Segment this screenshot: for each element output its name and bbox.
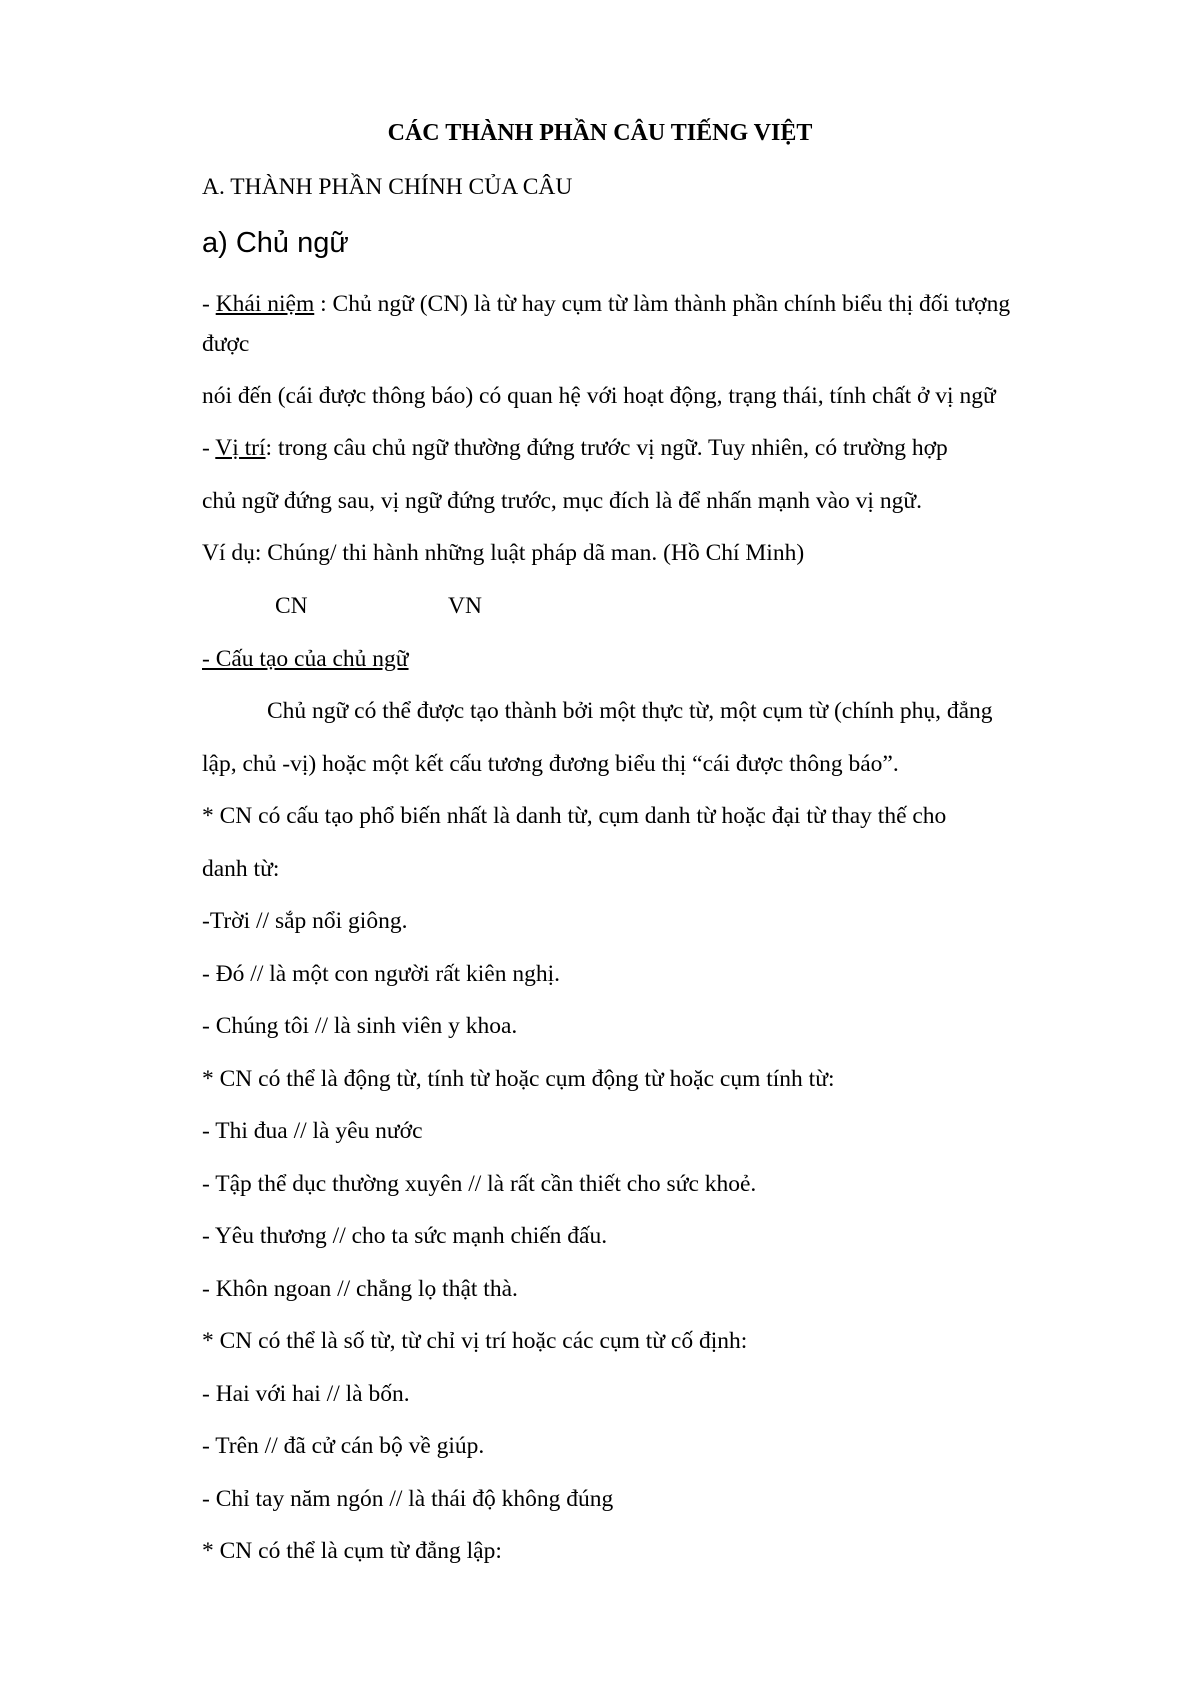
group1-header-line-1: * CN có cấu tạo phổ biến nhất là danh từ, cụm danh từ hoặc đại từ thay thế cho <box>202 803 947 829</box>
concept-line-2: được <box>202 331 250 357</box>
group2-header: * CN có thể là động từ, tính từ hoặc cụm động từ hoặc cụm tính từ: <box>202 1066 835 1092</box>
structure-para-line-2: lập, chủ -vị) hoặc một kết cấu tương đương biểu thị “cái được thông báo”. <box>202 751 899 777</box>
position-dash: - <box>202 435 216 461</box>
example-label-cn: CN <box>275 593 308 619</box>
list-item: - Khôn ngoan // chẳng lọ thật thà. <box>202 1276 518 1302</box>
list-item: - Trên // đã cử cán bộ về giúp. <box>202 1433 485 1459</box>
structure-para-line-1: Chủ ngữ có thể được tạo thành bởi một thực từ, một cụm từ (chính phụ, đẳng <box>267 698 993 724</box>
concept-line-3: nói đến (cái được thông báo) có quan hệ với hoạt động, trạng thái, tính chất ở vị ngữ <box>202 383 996 409</box>
section-heading-a: A. THÀNH PHẦN CHÍNH CỦA CÂU <box>202 174 573 200</box>
concept-label: Khái niệm <box>215 291 315 317</box>
subsection-heading-subject: a) Chủ ngữ <box>202 227 349 259</box>
position-label: Vị trí <box>215 435 266 461</box>
list-item: - Chỉ tay năm ngón // là thái độ không đúng <box>202 1486 614 1512</box>
structure-heading: - Cấu tạo của chủ ngữ <box>202 646 409 672</box>
position-line-2: chủ ngữ đứng sau, vị ngữ đứng trước, mục đích là để nhấn mạnh vào vị ngữ. <box>202 488 922 514</box>
list-item: - Hai với hai // là bốn. <box>202 1381 410 1407</box>
group1-header-line-2: danh từ: <box>202 856 280 882</box>
list-item: - Thi đua // là yêu nước <box>202 1118 423 1144</box>
list-item: - Đó // là một con người rất kiên nghị. <box>202 961 561 987</box>
concept-dash: - <box>202 291 216 317</box>
list-item: - Yêu thương // cho ta sức mạnh chiến đấu. <box>202 1223 608 1249</box>
position-line-1 <box>202 434 948 462</box>
group4-header: * CN có thể là cụm từ đẳng lập: <box>202 1538 502 1564</box>
position-text: : trong câu chủ ngữ thường đứng trước vị ngữ. Tuy nhiên, có trường hợp <box>265 435 948 461</box>
example-line: Ví dụ: Chúng/ thi hành những luật pháp dã man. (Hồ Chí Minh) <box>202 540 805 566</box>
group3-header: * CN có thể là số từ, từ chỉ vị trí hoặc các cụm từ cố định: <box>202 1328 748 1354</box>
concept-text: : Chủ ngữ (CN) là từ hay cụm từ làm thành phần chính biểu thị đối tượng <box>314 291 1011 317</box>
concept-line-1 <box>202 290 1010 318</box>
list-item: -Trời // sắp nổi giông. <box>202 908 408 934</box>
document-title: CÁC THÀNH PHẦN CÂU TIẾNG VIỆT <box>387 120 813 146</box>
example-label-vn: VN <box>448 593 482 619</box>
list-item: - Chúng tôi // là sinh viên y khoa. <box>202 1013 518 1039</box>
list-item: - Tập thể dục thường xuyên // là rất cần thiết cho sức khoẻ. <box>202 1171 757 1197</box>
